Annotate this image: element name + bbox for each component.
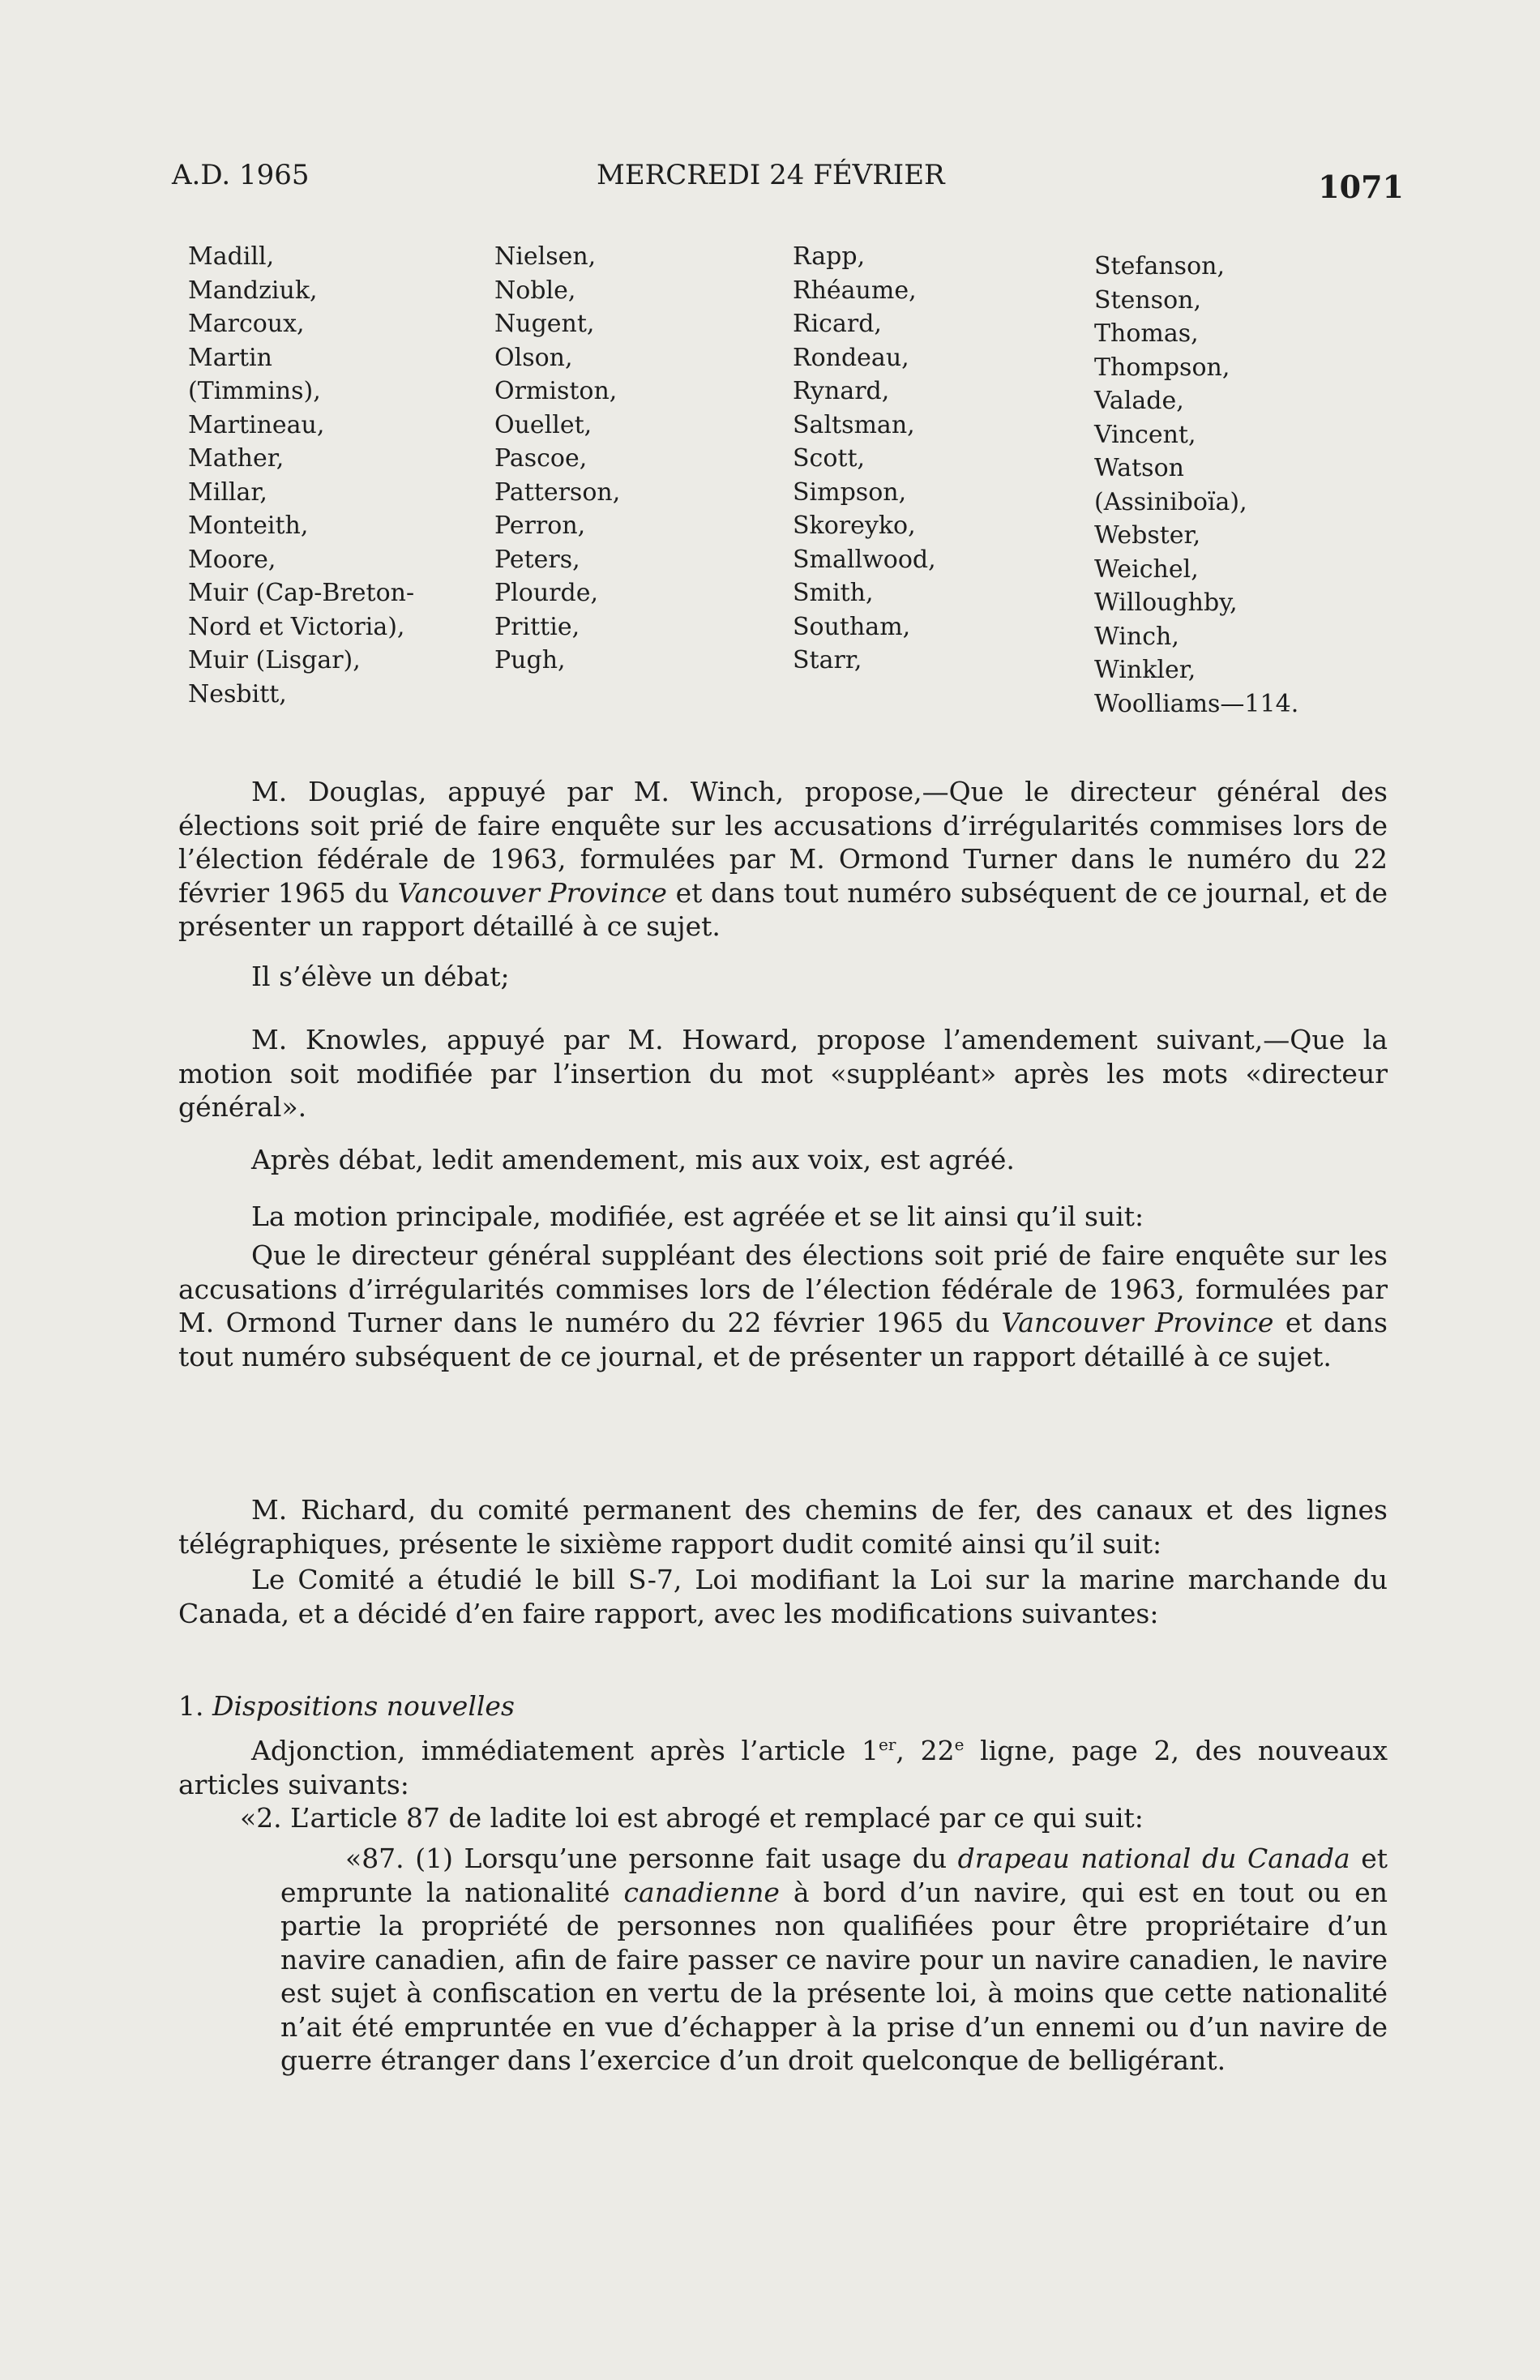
- vote-column-3: Rapp, Rhéaume, Ricard, Rondeau, Rynard, Saltsman, Scott, Simpson, Skoreyko, Smallwood, Smith, Southam, Starr,: [793, 242, 936, 674]
- insertion-text-a: Adjonction, immédiatement après l’article 1: [251, 1735, 879, 1766]
- amendment-clause-87: [280, 1842, 1388, 2078]
- insertion-text-b: , 22: [896, 1735, 955, 1766]
- clause-flag-phrase: drapeau national du Canada: [957, 1843, 1350, 1874]
- clause-text-a: «87. (1) Lorsqu’une personne fait usage du: [345, 1843, 958, 1874]
- committee-report-intro: M. Richard, du comité permanent des chemins de fer, des canaux et des lignes télégraphiques, présente le sixième rapport dudit comité ainsi qu’il suit:: [178, 1494, 1388, 1560]
- header-date: MERCREDI 24 FÉVRIER: [597, 159, 945, 191]
- motion-text: M. Douglas, appuyé par M. Winch, propose,—Que le directeur général des élections soit prié de faire enquête sur les accusations d’irrégularités commises lors de l’élection fédérale de 1963, formulées par M. Ormond Turner dans le numéro du 22 février 1965 du: [178, 776, 1388, 909]
- amendment-clause-2: «2. L’article 87 de ladite loi est abrogé et remplacé par ce qui suit:: [240, 1802, 1144, 1834]
- vote-column-4: Stefanson, Stenson, Thomas, Thompson, Valade, Vincent, Watson (Assiniboïa), Webster, Weichel, Willoughby, Winch, Winkler, Woolliams—114.: [1094, 252, 1299, 718]
- section-number: 1.: [178, 1690, 212, 1722]
- committee-report-text: Le Comité a étudié le bill S-7, Loi modifiant la Loi sur la marine marchande du Canada, et a décidé d’en faire rapport, avec les modifications suivantes:: [178, 1564, 1388, 1629]
- section-heading: [178, 1689, 1388, 1723]
- main-motion-intro: La motion principale, modifiée, est agréée et se lit ainsi qu’il suit:: [251, 1201, 1144, 1232]
- section-title: Dispositions nouvelles: [212, 1690, 515, 1722]
- newspaper-title: Vancouver Province: [397, 876, 667, 909]
- debate-paragraph: Il s’élève un débat;: [251, 961, 510, 992]
- newspaper-title-2: Vancouver Province: [1001, 1307, 1274, 1338]
- main-motion-text-end: et dans tout numéro subséquent de ce journal, et de présenter un rapport détaillé à ce sujet.: [178, 1307, 1388, 1372]
- superscript-er: er: [879, 1735, 896, 1754]
- motion-text-end: et dans tout numéro subséquent de ce journal, et de présenter un rapport détaillé à ce sujet.: [178, 876, 1388, 942]
- amendment-result: Après débat, ledit amendement, mis aux voix, est agréé.: [251, 1144, 1015, 1175]
- insertion-text-c: ligne, page 2, des nouveaux articles suivants:: [178, 1735, 1388, 1800]
- page-header: [172, 159, 1404, 208]
- clause-text-c: à bord d’un navire, qui est en tout ou en partie la propriété de personnes non qualifiées pour être propriétaire d’un navire canadien, afin de faire passer ce navire pour un navire canadien, le navire est sujet à confiscation en vertu de la présente loi, à moins que cette nationalité n’ait été empruntée en vue d’échapper à la prise d’un ennemi ou d’un navire de guerre étranger dans l’exercice d’un droit quelconque de belligérant.: [280, 1876, 1388, 2076]
- insertion-paragraph: [178, 1728, 1388, 1801]
- motion-paragraph: [178, 775, 1388, 944]
- clause-text-b: et emprunte la nationalité: [280, 1843, 1388, 1908]
- clause-nationality: canadienne: [623, 1876, 780, 1908]
- header-year: A.D. 1965: [172, 159, 310, 191]
- main-motion-text-start: Que le directeur général suppléant des élections soit prié de faire enquête sur les accusations d’irrégularités commises lors de l’élection fédérale de 1963, formulées par M. Ormond Turner dans le numéro du 22 février 1965 du: [178, 1239, 1388, 1338]
- main-motion-text: [178, 1239, 1388, 1373]
- amendment-paragraph: M. Knowles, appuyé par M. Howard, propose l’amendement suivant,—Que la motion soit modifiée par l’insertion du mot «suppléant» après les mots «directeur général».: [178, 1024, 1388, 1123]
- superscript-e: e: [954, 1735, 965, 1754]
- page-number: 1071: [1318, 169, 1404, 205]
- vote-column-2: Nielsen, Noble, Nugent, Olson, Ormiston, Ouellet, Pascoe, Patterson, Perron, Peters, Plourde, Prittie, Pugh,: [494, 242, 621, 674]
- vote-column-1: Madill, Mandziuk, Marcoux, Martin (Timmins), Martineau, Mather, Millar, Monteith, Moore, Muir (Cap-Breton- Nord et Victoria), Muir (Lisgar), Nesbitt,: [188, 242, 415, 708]
